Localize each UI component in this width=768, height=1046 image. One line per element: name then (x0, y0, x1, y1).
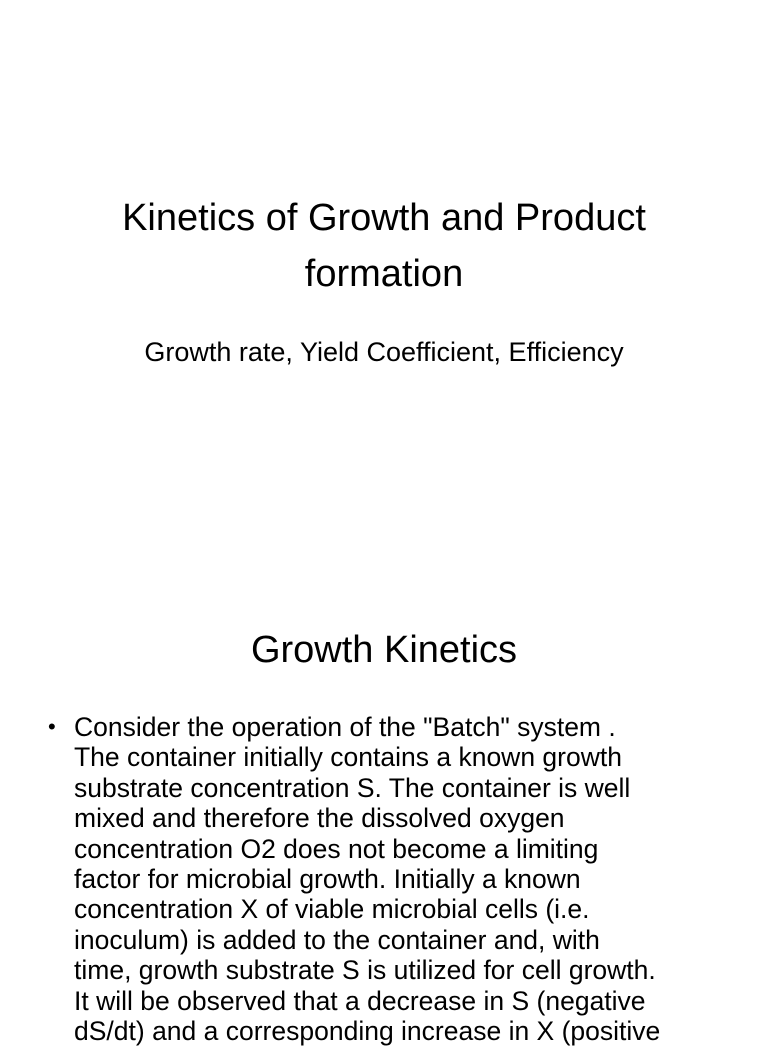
bullet-text-line: inoculum) is added to the container and, with (74, 924, 600, 955)
slide-subtitle: Growth rate, Yield Coefficient, Efficiency (144, 337, 624, 367)
bullet-text-line: The container initially contains a known growth (74, 742, 622, 773)
bullet-text-line: time, growth substrate S is utilized for cell growth. (74, 955, 656, 986)
bullet-item (44, 712, 744, 1046)
bullet-text-line: dS/dt) and a corresponding increase in X (positive (74, 1016, 661, 1046)
bullet-text-line: concentration X of viable microbial cells (i.e. (74, 894, 590, 925)
bullet-text-line: substrate concentration S. The container is well (74, 772, 631, 803)
content-slide-title: Growth Kinetics (250, 629, 518, 671)
bullet-list (44, 712, 744, 1046)
bullet-text-line: mixed and therefore the dissolved oxygen (74, 803, 565, 834)
bullet-text-line: concentration O2 does not become a limiting (74, 833, 599, 864)
content-slide (0, 576, 768, 1046)
slide-title: Kinetics of Growth and Product formation (122, 197, 646, 295)
bullet-text-line: It will be observed that a decrease in S (negative (74, 985, 646, 1016)
bullet-text-line: Consider the operation of the "Batch" system . (74, 712, 616, 742)
bullet-icon: • (48, 714, 56, 739)
bullet-text-line: factor for microbial growth. Initially a known (74, 864, 581, 895)
